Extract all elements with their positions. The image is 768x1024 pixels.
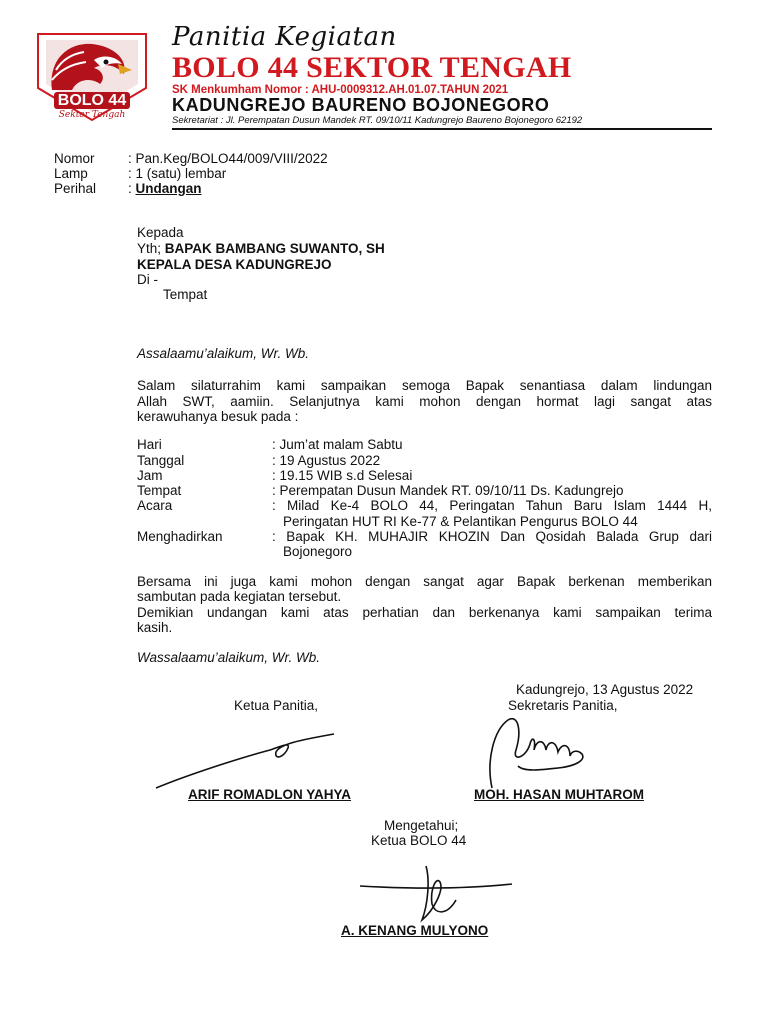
detail-label: Hari (137, 437, 162, 452)
detail-value: : Milad Ke-4 BOLO 44, Peringatan Tahun Baru Islam 1444 H, (272, 498, 712, 513)
meta-value: : 1 (satu) lembar (128, 166, 227, 181)
meta-value: : Pan.Keg/BOLO44/009/VIII/2022 (128, 151, 328, 166)
recipient-name-line (137, 241, 385, 257)
detail-label: Tempat (137, 483, 182, 498)
meta-label: Lamp (54, 166, 88, 181)
recipient-name: BAPAK BAMBANG SUWANTO, SH (164, 241, 385, 256)
letterhead-divider (172, 128, 712, 130)
detail-value: : 19 Agustus 2022 (272, 453, 381, 468)
signature-left-icon (150, 728, 340, 793)
center-signer-name: A. KENANG MULYONO (341, 923, 489, 938)
bolo44-logo (32, 30, 152, 122)
letterhead-script-title: Panitia Kegiatan (172, 22, 397, 52)
recipient-di: Di - (137, 272, 158, 287)
closing-line: sambutan pada kegiatan tersebut. (137, 589, 342, 604)
logo-text: BOLO 44 (54, 92, 130, 109)
intro-line: Salam silaturrahim kami sampaikan semoga Bapak senantiasa dalam lindungan (137, 378, 712, 393)
right-signer-name: MOH. HASAN MUHTAROM (474, 787, 644, 802)
recipient-kepada: Kepada (137, 225, 184, 240)
signature-right-icon (478, 710, 618, 790)
intro-line: kerawuhanya besuk pada : (137, 409, 299, 424)
farewell: Wassalaamu’alaikum, Wr. Wb. (137, 650, 321, 665)
letterhead-sk: SK Menkumham Nomor : AHU-0009312.AH.01.07.TAHUN 2021 (172, 84, 509, 96)
detail-value: : Jum’at malam Sabtu (272, 437, 403, 452)
detail-value: Peringatan HUT RI Ke-77 & Pelantikan Pengurus BOLO 44 (283, 514, 638, 529)
closing-line: kasih. (137, 620, 173, 635)
signature-center-icon (356, 860, 516, 930)
right-role: Sekretaris Panitia, (508, 698, 618, 713)
detail-label: Menghadirkan (137, 529, 223, 544)
intro-line: Allah SWT, aamiin. Selanjutnya kami mohon dengan hormat lagi sangat atas (137, 394, 712, 409)
left-role: Ketua Panitia, (234, 698, 319, 713)
meta-label: Nomor (54, 151, 95, 166)
closing-line: Bersama ini juga kami mohon dengan sangat agar Bapak berkenan memberikan (137, 574, 712, 589)
detail-label: Tanggal (137, 453, 185, 468)
detail-value: Bojonegoro (283, 544, 353, 559)
closing-line: Demikian undangan kami atas perhatian dan berkenanya kami sampaikan terima (137, 605, 712, 620)
place-date: Kadungrejo, 13 Agustus 2022 (516, 682, 694, 697)
detail-value: : Bapak KH. MUHAJIR KHOZIN Dan Qosidah Balada Grup dari (272, 529, 712, 544)
logo-subtext: Sektor Tengah (58, 110, 126, 120)
letterhead-secretariat: Sekretariat : Jl. Perempatan Dusun Mandek RT. 09/10/11 Kadungrejo Baureno Bojonegoro 62192 (172, 115, 583, 126)
recipient-yth: Yth; (137, 241, 165, 256)
greeting: Assalaamu’alaikum, Wr. Wb. (137, 346, 310, 361)
detail-label: Jam (137, 468, 163, 483)
meta-subject: Undangan (135, 181, 202, 196)
recipient-tempat: Tempat (163, 287, 208, 302)
detail-value: : Perempatan Dusun Mandek RT. 09/10/11 Ds. Kadungrejo (272, 483, 624, 498)
letterhead-org-name: BOLO 44 SEKTOR TENGAH (172, 51, 572, 84)
acknowledge: Mengetahui; (384, 818, 459, 833)
center-role: Ketua BOLO 44 (371, 833, 467, 848)
detail-label: Acara (137, 498, 173, 513)
letterhead-region: KADUNGREJO BAURENO BOJONEGORO (172, 95, 550, 115)
left-signer-name: ARIF ROMADLON YAHYA (188, 787, 352, 802)
detail-value: : 19.15 WIB s.d Selesai (272, 468, 413, 483)
recipient-title: KEPALA DESA KADUNGREJO (137, 257, 332, 272)
meta-label: Perihal (54, 181, 97, 196)
